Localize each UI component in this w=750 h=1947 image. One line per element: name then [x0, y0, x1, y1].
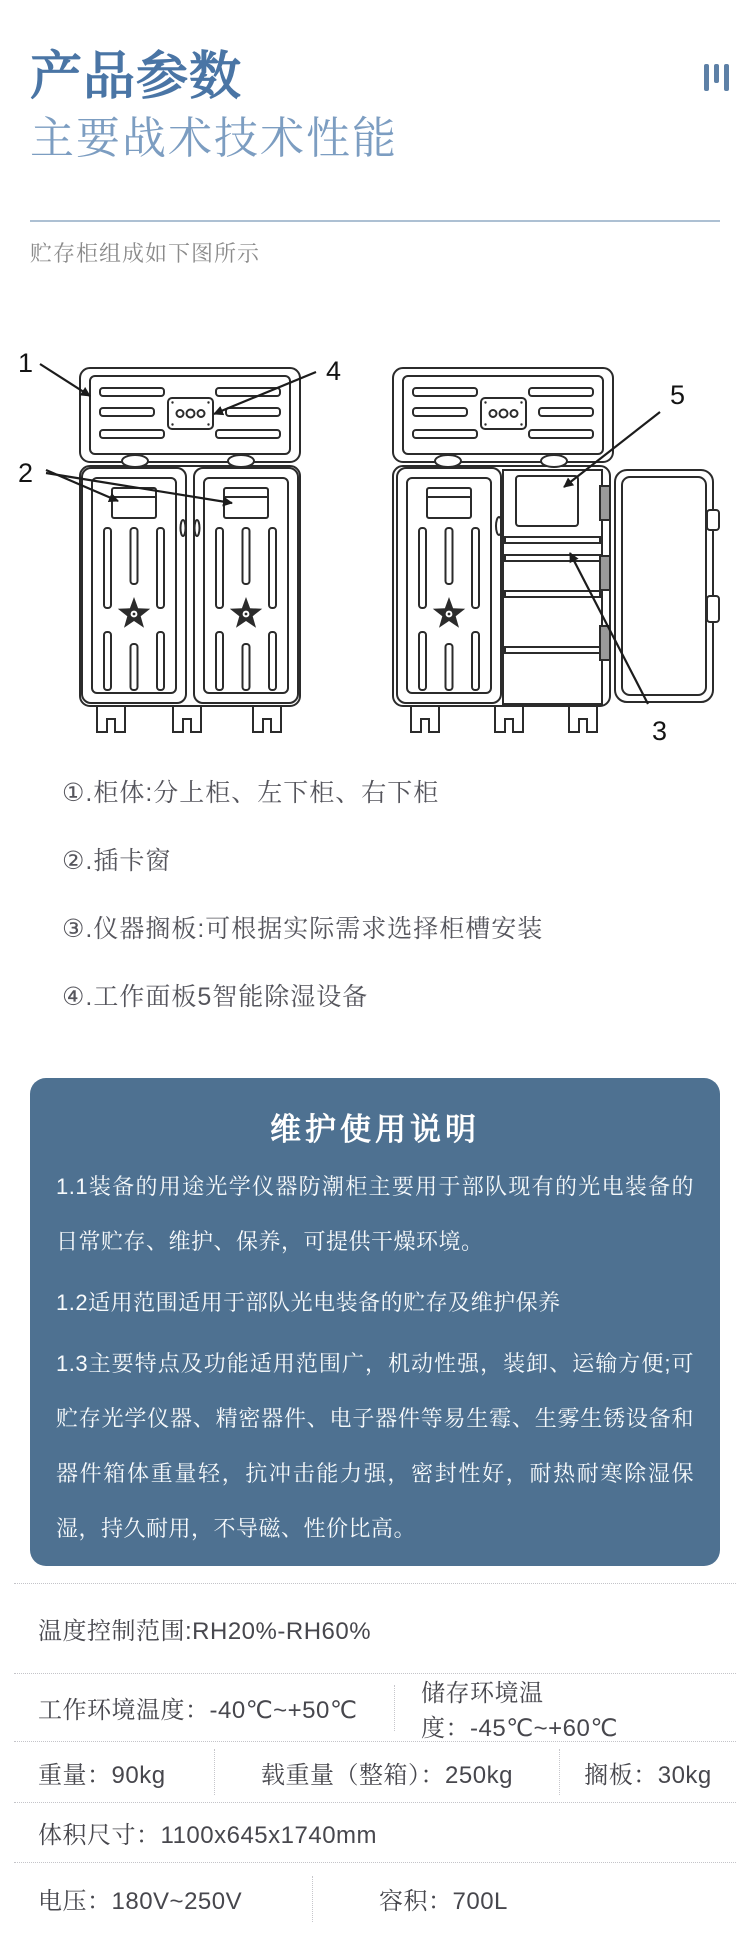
spec-voltage: 电压：180V~250V [38, 1888, 243, 1915]
spec-volume: 容积：700L [379, 1888, 508, 1915]
spec-row-dimensions [14, 1802, 736, 1862]
spec-row-power [14, 1862, 736, 1934]
maintenance-paragraph-2: 1.2适用范围适用于部队光电装备的贮存及维护保养 [56, 1290, 561, 1315]
menu-bar-right [724, 64, 729, 91]
menu-bars-icon[interactable] [704, 64, 729, 91]
feature-item-work-panel: ④.工作面板5智能除湿设备 [62, 983, 369, 1011]
feature-item-instrument-shelf: ③.仪器搁板:可根据实际需求选择柜槽安装 [62, 915, 544, 943]
spec-dimensions: 体积尺寸：1100x645x1740mm [38, 1822, 378, 1849]
menu-bar-left [704, 64, 709, 91]
spec-row-humidity [14, 1583, 736, 1673]
callout-3-label: 3 [652, 716, 668, 746]
callout-1-label: 1 [18, 348, 34, 378]
maintenance-paragraph-3: 1.3主要特点及功能适用范围广，机动性强，装卸、运输方便;可贮存光学仪器、精密器件、电子器件等易生霉、生雾生锈设备和器件箱体重量轻，抗冲击能力强，密封性好，耐热耐寒除湿保湿，持久耐用，不导磁、性价比高。 [56, 1351, 694, 1541]
spec-shelf-load: 搁板：30kg [584, 1761, 712, 1789]
spec-row-temperature [14, 1673, 736, 1741]
spec-storage-temp: 储存环境温度：-45℃~+60℃ [421, 1679, 618, 1742]
menu-bar-middle [714, 64, 719, 83]
header-divider [30, 220, 720, 222]
spec-working-temp: 工作环境温度：-40℃~+50℃ [38, 1697, 358, 1724]
maintenance-panel [30, 1078, 720, 1566]
maintenance-title: 维护使用说明 [270, 1112, 480, 1147]
cabinet-open-drawing [393, 368, 719, 732]
spec-humidity-range: 温度控制范围:RH20%-RH60% [38, 1618, 372, 1645]
callout-4-label: 4 [326, 356, 342, 386]
maintenance-paragraph-1: 1.1装备的用途光学仪器防潮柜主要用于部队现有的光电装备的日常贮存、维护、保养，可提供干燥环境。 [56, 1174, 694, 1254]
spec-row-weight [14, 1741, 736, 1802]
spec-table [14, 1583, 736, 1934]
spec-weight: 重量：90kg [38, 1761, 166, 1789]
feature-item-card-window: ②.插卡窗 [62, 847, 172, 875]
callout-5-label: 5 [670, 380, 686, 410]
cabinet-diagram [0, 340, 750, 750]
cabinet-closed-drawing [80, 368, 300, 732]
page-subtitle: 主要战术技术性能 [30, 114, 398, 163]
diagram-caption: 贮存柜组成如下图所示 [30, 241, 261, 266]
callout-2-label: 2 [18, 458, 34, 488]
feature-item-cabinet-body: ①.柜体:分上柜、左下柜、右下柜 [62, 779, 440, 807]
spec-load-capacity: 载重量（整箱）：250kg [261, 1761, 513, 1789]
feature-list [62, 780, 543, 1052]
page-title: 产品参数 [30, 48, 243, 106]
